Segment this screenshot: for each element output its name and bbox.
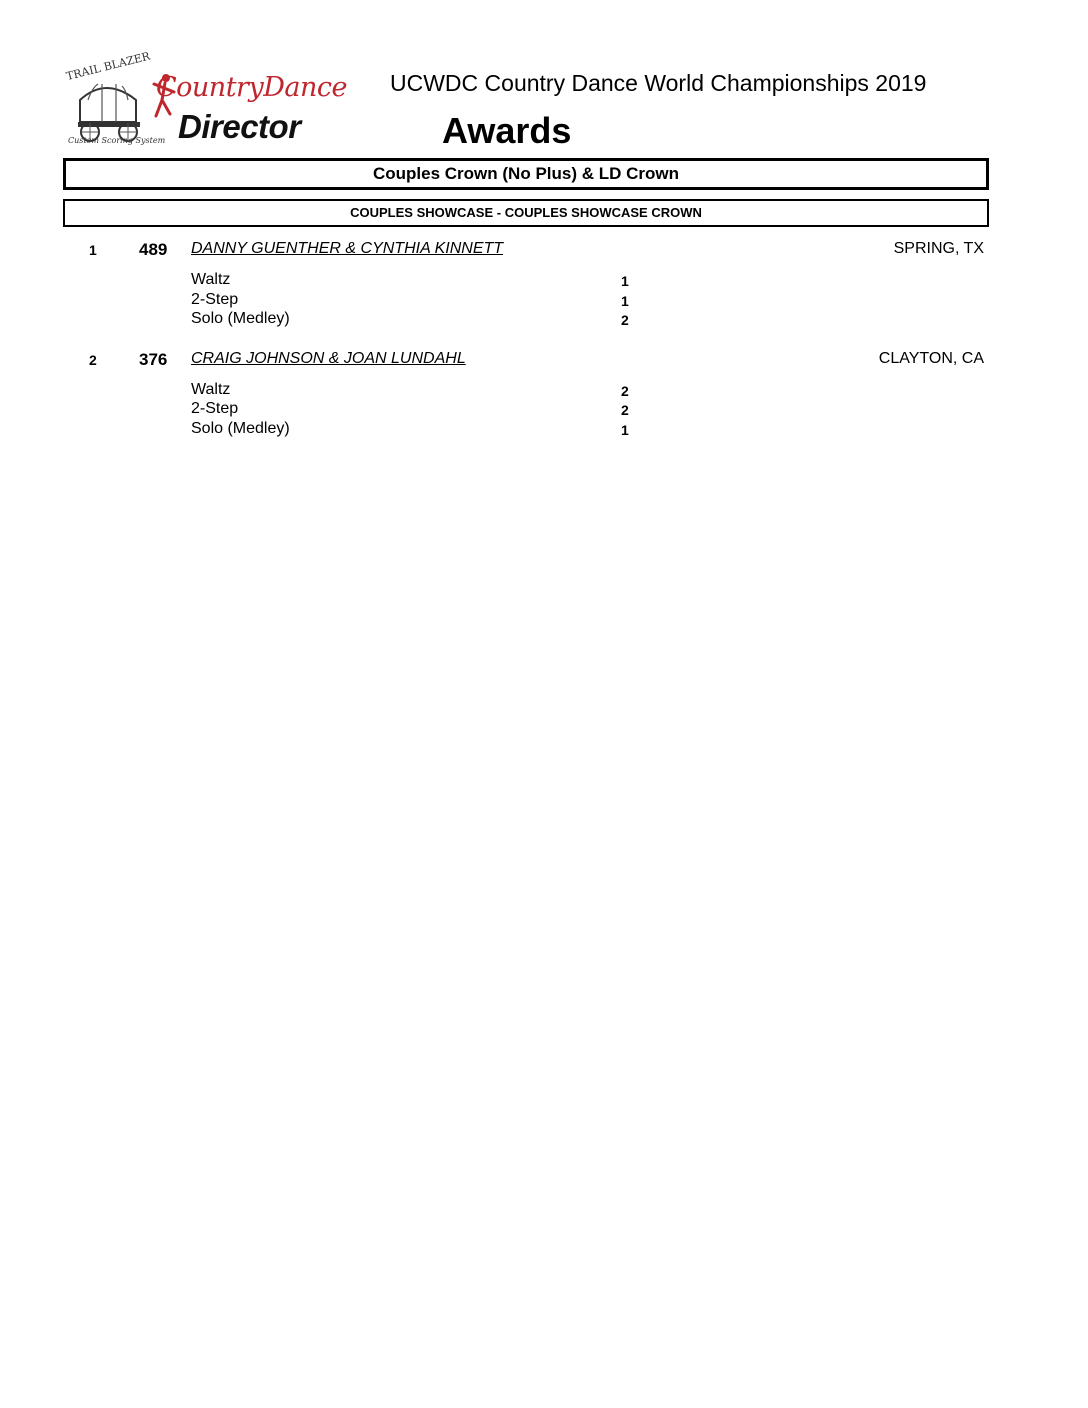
division-title: Couples Crown (No Plus) & LD Crown [63, 158, 989, 190]
division-subtitle: COUPLES SHOWCASE - COUPLES SHOWCASE CROWN [63, 199, 989, 227]
country-dance-director-logo [64, 49, 347, 152]
dance-place: 2 [621, 312, 629, 328]
logo-brand-line1: CountryDance [156, 72, 347, 103]
dance-place: 1 [621, 293, 629, 309]
report-title: Awards [442, 110, 572, 151]
dance-name: Solo (Medley) [191, 420, 290, 437]
dance-place: 2 [621, 383, 629, 399]
logo-brand-line2: Director [178, 108, 301, 145]
dance-name: 2-Step [191, 291, 239, 308]
dance-place: 1 [621, 273, 629, 289]
dance-place: 2 [621, 402, 629, 418]
entry-location: SPRING, TX [893, 240, 984, 257]
dance-name: Waltz [191, 381, 231, 398]
dance-place: 1 [621, 422, 629, 438]
entry-names: CRAIG JOHNSON & JOAN LUNDAHL [191, 350, 466, 367]
entry-number: 489 [139, 240, 168, 259]
entry-names: DANNY GUENTHER & CYNTHIA KINNETT [191, 240, 504, 257]
dance-name: 2-Step [191, 400, 239, 417]
dance-name: Waltz [191, 271, 231, 288]
entry-place: 2 [89, 352, 97, 368]
entry-number: 376 [139, 350, 168, 369]
event-title: UCWDC Country Dance World Championships 2019 [390, 70, 927, 96]
entry-place: 1 [89, 242, 97, 258]
entry-location: CLAYTON, CA [878, 350, 984, 367]
logo-tagline: Custom Scoring System [68, 136, 166, 145]
logo-trail-text: TRAIL BLAZER [64, 49, 152, 83]
dance-name: Solo (Medley) [191, 310, 290, 327]
